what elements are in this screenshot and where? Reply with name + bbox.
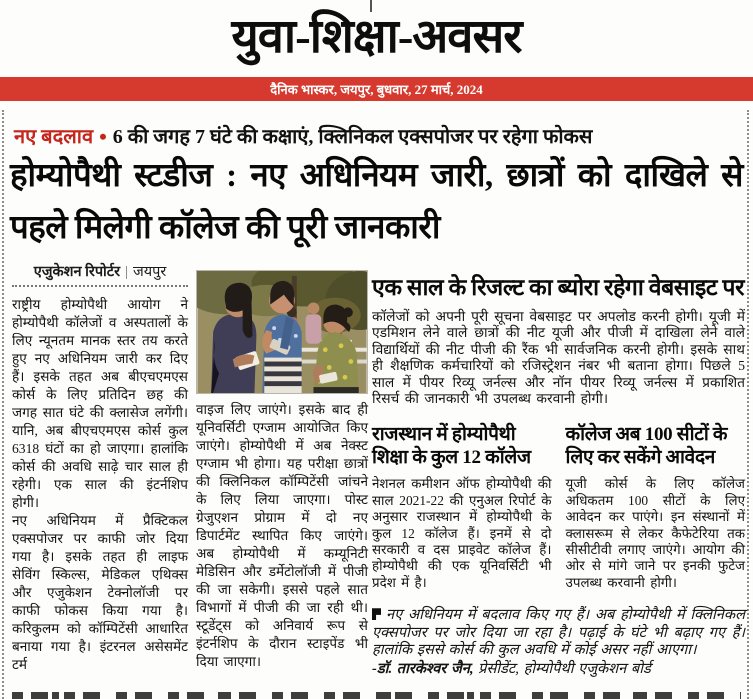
kicker-bullet-icon: •: [99, 124, 107, 149]
article-paragraph: राष्ट्रीय होम्योपैथी आयोग ने होम्योपैथी कॉलेजों व अस्पतालों के लिए न्यूनतम मानक स्तर तय करते हुए नए अधिनियम जारी कर दिए हैं। इसके तहत अब बीएचएमएस कोर्स के लिए प्रतिदिन छह की जगह सात घंटे की क्लासेज लगेंगी। यानि, अब बीएचएमएस कोर्स कुल 6318 घंटों का हो जाएगा। हालांकि कोर्स की अवधि साढ़े चार साल ही रहेगी। एक साल की इंटर्नशिप होगी।: [12, 297, 188, 510]
byline-reporter: एजुकेशन रिपोर्टर: [33, 264, 121, 280]
kicker-label: नए बदलाव: [14, 126, 94, 148]
quote-marker-icon: [372, 608, 381, 620]
column-1: [12, 261, 188, 674]
sub-section-paragraph: यूजी कोर्स के लिए कॉलेज अधिकतम 100 सीटों के लिए आवेदन कर पाएंगे। इन संस्थानों में क्लासरूम से लेकर कैफेटेरिया तक सीसीटीवी लगाए जाएंगे। आयोग की ओर से मांगे जाने पर इनकी फुटेज उपलब्ध करवानी होगी।: [565, 476, 745, 590]
article-paragraph: नए अधिनियम में प्रैक्टिकल एक्सपोजर पर काफी जोर दिया गया है। इसके तहत ही लाइफ सेविंग स्किल्स, मेडिकल एथिक्स और एजुकेशन टेक्नोलॉजी पर काफी फोकस किया गया है। करिकुलम को कॉम्पिटेंसी आधारित बनाया गया है। इंटरनल असेसमेंट टर्म: [12, 513, 188, 672]
dateline-text: दैनिक भास्कर, जयपुर, बुधवार, 27 मार्च, 2024: [270, 82, 483, 97]
kicker-text: 6 की जगह 7 घंटे की कक्षाएं, क्लिनिकल एक्सपोजर पर रहेगा फोकस: [112, 126, 593, 148]
section-lead-paragraph: कॉलेजों को अपनी पूरी सूचना वेबसाइट पर अपलोड करनी होगी। यूजी में एडमिशन लेने वाले छात्रों की नीट यूजी और पीजी में दाखिला लेने वाले विद्यार्थियों की नीट पीजी की रैंक भी सार्वजनिक करनी होगी। इसके साथ ही शैक्षणिक कर्मचारियों को रजिस्ट्रेशन नंबर भी बताना होगा। पिछले 5 साल में पीयर रिव्यू जर्नल्स और नॉन पीयर रिव्यू जर्नल्स में प्रकाशित रिसर्च की जानकारी भी उपलब्ध करवानी होगी।: [372, 309, 745, 407]
left-dotted-border: [2, 110, 4, 699]
sub-section-paragraph: नेशनल कमीशन ऑफ होम्योपैथी की साल 2021-22 की एनुअल रिपोर्ट के अनुसार राजस्थान में होम्योपैथी के कुल 12 कॉलेज हैं। इनमें से दो सरकारी व दस प्राइवेट कॉलेज हैं। होम्योपैथी की एक यूनिवर्सिटी भी प्रदेश में है।: [372, 476, 552, 590]
sub-section-header: राजस्थान में होम्योपैथी शिक्षा के कुल 12 कॉलेज: [372, 424, 531, 469]
expert-quote: [372, 607, 745, 678]
right-section: [372, 270, 745, 678]
masthead-title: युवा-शिक्षा-अवसर: [231, 11, 522, 63]
sub-section-100-seats: [566, 423, 746, 591]
article-paragraph: वाइज लिए जाएंगे। इसके बाद ही यूनिवर्सिटी एग्जाम आयोजित किए जाएंगे। होम्योपैथी में अब नेक्स्ट एग्जाम भी होगा। यह परीक्षा छात्रों की क्लिनिकल कॉम्पिटेंसी जांचने के लिए लिया जाएगा। पोस्ट ग्रेजुएशन प्रोग्राम में दो नए डिपार्टमेंट स्थापित किए जाएंगे। अब होम्योपैथी में कम्यूनिटी मेडिसिन और डर्मेटोलॉजी में पीजी की जा सकेगी। इससे पहले सात विभागों में पीजी की जा रही थी। स्टूडेंट्स को अनिवार्य रूप से इंटर्नशिप के दौरान स्टाइपेंड भी दिया जाएगा।: [196, 402, 368, 669]
quote-attribution: [372, 661, 745, 679]
section-header: एक साल के रिजल्ट का ब्योरा रहेगा वेबसाइट पर: [372, 275, 745, 300]
sub-sections-row: [372, 423, 745, 591]
byline-location: जयपुर: [132, 264, 167, 280]
kicker-line: [14, 122, 739, 150]
main-headline: होम्योपैथी स्टडीज : नए अधिनियम जारी, छात्रों को दाखिले से पहले मिलेगी कॉलेज की पूरी जानकारी: [10, 158, 743, 246]
right-dotted-border: [747, 110, 749, 699]
quote-text: नए अधिनियम में बदलाव किए गए हैं। अब होम्योपैथी में क्लिनिकल एक्सपोजर पर जोर दिया जा रहा है। पढ़ाई के घंटे भी बढ़ाए गए हैं। हालांकि इससे कोर्स की कुल अवधि में कोई असर नहीं आएगा।: [372, 607, 745, 659]
byline: [12, 261, 188, 287]
column-2: [196, 270, 368, 671]
students-photo: [196, 270, 368, 394]
sub-section-header: कॉलेज अब 100 सीटों के लिए कर सकेंगे आवेदन: [565, 424, 728, 469]
quote-attribution-role: प्रेसीडेंट, होम्योपैथी एजुकेशन बोर्ड: [473, 660, 651, 677]
cut-off-text-row: [12, 692, 741, 699]
byline-separator: |: [125, 264, 128, 280]
dateline-band: [0, 77, 753, 101]
sub-section-rajasthan-colleges: [372, 423, 552, 591]
quote-attribution-name: -डॉ. तारकेश्वर जैन,: [372, 660, 474, 677]
